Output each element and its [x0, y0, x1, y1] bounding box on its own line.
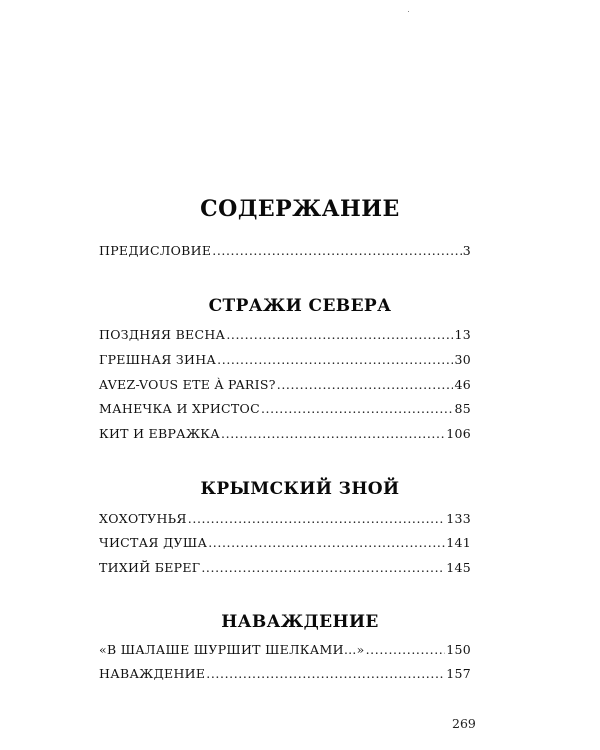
toc-entry-page: 133	[446, 511, 471, 526]
toc-entry[interactable]	[99, 377, 471, 397]
toc-entry-label: AVEZ-VOUS ETE À PARIS?	[99, 377, 276, 392]
toc-entry-page: 13	[454, 327, 471, 342]
dot-leader	[217, 352, 453, 367]
toc-entry[interactable]	[99, 666, 471, 686]
contents-title: СОДЕРЖАНИЕ	[200, 196, 400, 222]
toc-entry-page: 85	[454, 401, 471, 416]
dot-leader	[208, 535, 445, 550]
toc-entry-label: МАНЕЧКА И ХРИСТОС	[99, 401, 260, 416]
dot-leader	[366, 642, 446, 657]
toc-entry[interactable]	[99, 560, 471, 580]
dot-leader	[188, 511, 445, 526]
toc-entry-label: ХОХОТУНЬЯ	[99, 511, 187, 526]
section-title-krymskiy-znoy: КРЫМСКИЙ ЗНОЙ	[200, 479, 400, 499]
toc-entry-page: 30	[454, 352, 471, 367]
section-title-strazhi-severa: СТРАЖИ СЕВЕРА	[208, 296, 392, 316]
toc-entry-page: 46	[454, 377, 471, 392]
section-title-navazhdenie: НАВАЖДЕНИЕ	[221, 612, 379, 632]
toc-entry-page: 3	[462, 243, 471, 258]
toc-entry-preface[interactable]	[99, 243, 471, 263]
toc-entry-page: 150	[446, 642, 471, 657]
dot-leader	[277, 377, 454, 392]
toc-entry-label: «В ШАЛАШЕ ШУРШИТ ШЕЛКАМИ…»	[99, 642, 365, 657]
toc-entry[interactable]	[99, 642, 471, 662]
toc-entry-page: 145	[446, 560, 471, 575]
dot-leader	[226, 327, 453, 342]
toc-entry[interactable]	[99, 535, 471, 555]
toc-entry[interactable]	[99, 511, 471, 531]
dot-leader	[261, 401, 454, 416]
toc-entry-label: КИТ И ЕВРАЖКА	[99, 426, 221, 441]
dot-leader	[221, 426, 445, 441]
toc-entry-label: ПРЕДИСЛОВИЕ	[99, 243, 212, 258]
toc-entry-label: ЧИСТАЯ ДУША	[99, 535, 208, 550]
toc-entry[interactable]	[99, 327, 471, 347]
dot-leader	[206, 666, 445, 681]
toc-entry[interactable]	[99, 352, 471, 372]
toc-entry-label: ПОЗДНЯЯ ВЕСНА	[99, 327, 226, 342]
toc-entry-page: 157	[446, 666, 471, 681]
toc-entry[interactable]	[99, 426, 471, 446]
toc-entry-label: ТИХИЙ БЕРЕГ	[99, 560, 201, 575]
dot-leader	[212, 243, 461, 258]
toc-entry[interactable]	[99, 401, 471, 421]
page-number: 269	[452, 716, 476, 731]
print-speck	[408, 11, 409, 12]
dot-leader	[201, 560, 445, 575]
toc-entry-label: ГРЕШНАЯ ЗИНА	[99, 352, 217, 367]
toc-entry-label: НАВАЖДЕНИЕ	[99, 666, 206, 681]
toc-entry-page: 141	[446, 535, 471, 550]
toc-entry-page: 106	[446, 426, 471, 441]
